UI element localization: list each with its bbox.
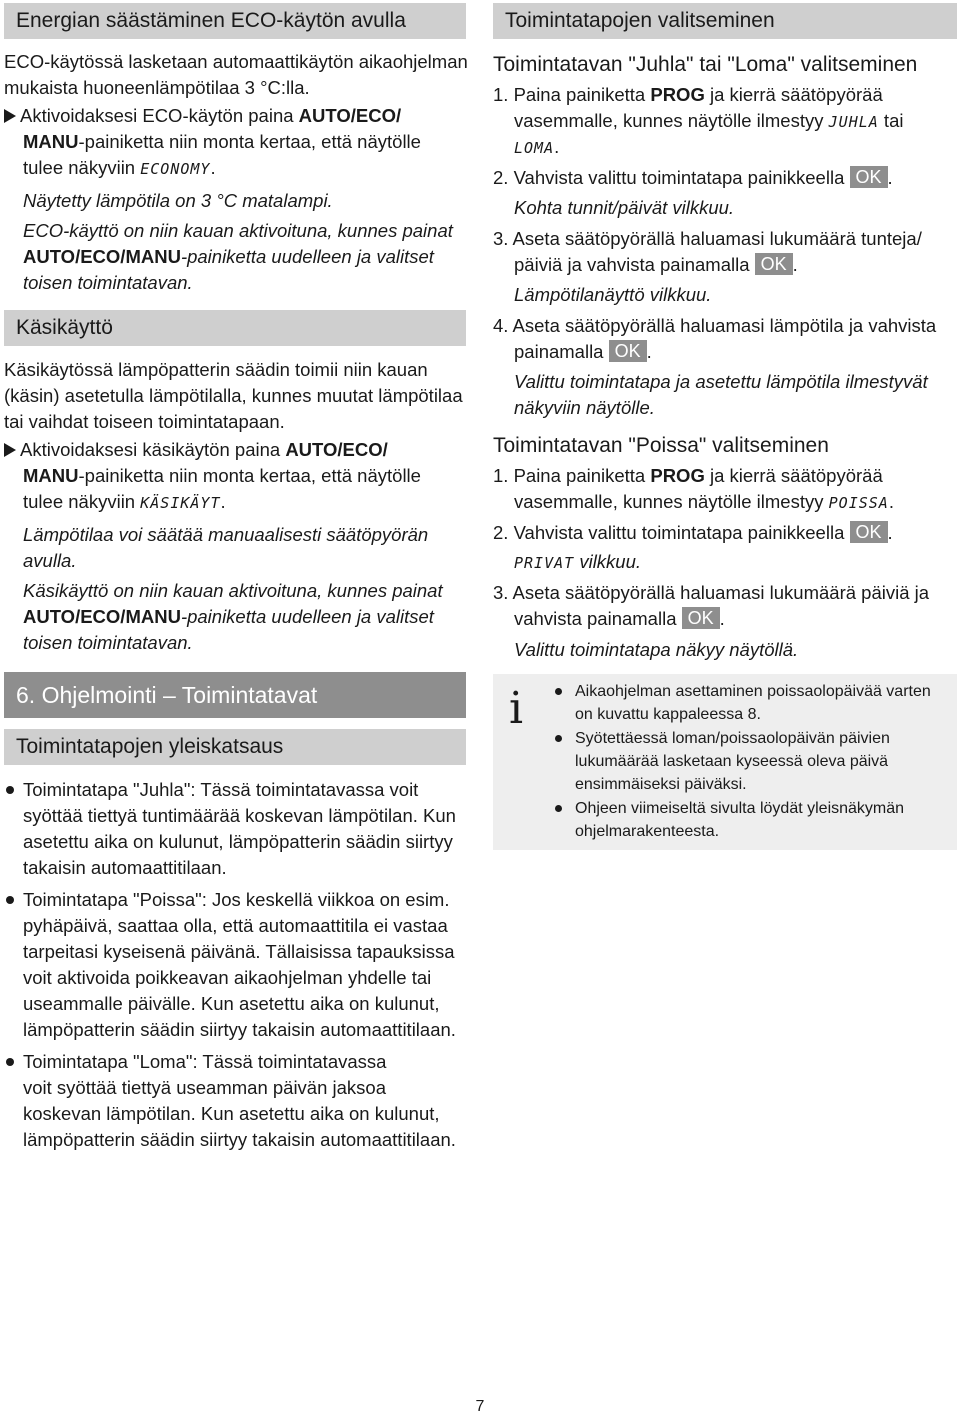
manual-note1-line1: Lämpötilaa voi säätää manuaalisesti säätöpyörän — [23, 524, 429, 545]
eco-intro-line1: ECO-käytössä lasketaan automaattikäytön aikaohjelman — [4, 51, 468, 72]
eco-note2-line3: toisen toimintatavan. — [23, 272, 193, 293]
eco-step-line1: Aktivoidaksesi ECO-käytön paina AUTO/ECO/ — [4, 103, 401, 129]
juhla-step1-line3: LOMA. — [514, 136, 560, 157]
ok-button-icon: OK — [850, 521, 888, 543]
bullet-icon — [555, 735, 562, 742]
poissa-step2-note: PRIVAT vilkkuu. — [514, 551, 642, 572]
info-item1-line2: on kuvattu kappaleessa 8. — [575, 706, 761, 723]
lcd-economy: ECONOMY — [140, 160, 211, 178]
manual-note1-line2: avulla. — [23, 550, 77, 571]
info-item2-line2: lukumäärää lasketaan kyseessä oleva päivä — [575, 753, 889, 770]
poissa-step1-line2: vasemmalle, kunnes näytölle ilmestyy POISSA. — [514, 491, 894, 512]
bullet-icon — [555, 805, 562, 812]
eco-note2-line2: AUTO/ECO/MANU-painiketta uudelleen ja valitset — [23, 246, 434, 267]
ok-button-icon: OK — [850, 166, 888, 188]
ok-button-icon: OK — [609, 340, 647, 362]
eco-step-line2: MANU-painiketta niin monta kertaa, että näytölle — [23, 131, 421, 152]
poissa-step1-line1: 1. Paina painiketta PROG ja kierrä säätöpyörää — [493, 465, 883, 486]
arrow-right-icon — [4, 109, 16, 123]
lcd-juhla: JUHLA — [828, 113, 879, 131]
juhla-step3-line2: päiviä ja vahvista painamalla OK . — [514, 254, 798, 275]
page-number: 7 — [475, 1398, 485, 1414]
manual-note2-line2: AUTO/ECO/MANU-painiketta uudelleen ja valitset — [23, 606, 434, 627]
eco-step-line3: tulee näkyviin ECONOMY. — [23, 157, 216, 178]
manual-note2-line1: Käsikäyttö on niin kauan aktivoituna, kunnes painat — [23, 580, 443, 601]
eco-intro-line2: mukaista huoneenlämpötilaa 3 °C:lla. — [4, 77, 310, 98]
poissa-step3-line2: vahvista painamalla OK . — [514, 608, 725, 629]
juhla-step3-line1: 3. Aseta säätöpyörällä haluamasi lukumäärä tunteja/ — [493, 228, 922, 249]
overview-item3-line3: koskevan lämpötilan. Kun asetettu aika on kulunut, — [23, 1103, 440, 1124]
manual-body-line1: Käsikäytössä lämpöpatterin säädin toimii niin kauan — [4, 359, 428, 380]
overview-heading: Toimintatapojen yleiskatsaus — [4, 729, 466, 765]
lcd-poissa: POISSA — [828, 494, 889, 512]
bullet-icon — [6, 1058, 14, 1066]
info-item3-line2: ohjelmarakenteesta. — [575, 823, 720, 840]
overview-item3-line2: voit syöttää tiettyä useamman päivän jaksoa — [23, 1077, 386, 1098]
juhla-step4-line2: painamalla OK . — [514, 341, 652, 362]
manual-note2-line3: toisen toimintatavan. — [23, 632, 193, 653]
info-icon: i — [509, 683, 524, 734]
overview-item2-line6: lämpöpatterin säädin siirtyy takaisin automaattitilaan. — [23, 1019, 456, 1040]
juhla-step1-line2: vasemmalle, kunnes näytölle ilmestyy JUHLA tai — [514, 110, 904, 131]
info-item2-line3: ensimmäiseksi päiväksi. — [575, 776, 747, 793]
manual-step-line2: MANU-painiketta niin monta kertaa, että näytölle — [23, 465, 421, 486]
poissa-step3-note: Valittu toimintatapa näkyy näytöllä. — [514, 639, 799, 660]
bullet-icon — [6, 786, 14, 794]
juhla-step2-note: Kohta tunnit/päivät vilkkuu. — [514, 197, 735, 218]
lcd-kasikayt: KÄSIKÄYT — [140, 494, 221, 512]
overview-item1-line1: Toimintatapa "Juhla": Tässä toimintatavassa voit — [23, 779, 419, 800]
manual-heading: Käsikäyttö — [4, 310, 466, 346]
info-box — [493, 674, 957, 850]
overview-item2-line2: pyhäpäivä, saattaa olla, että automaattitila ei vastaa — [23, 915, 448, 936]
poissa-heading: Toimintatavan "Poissa" valitseminen — [493, 434, 829, 457]
section-heading: 6. Ohjelmointi – Toimintatavat — [4, 672, 466, 718]
overview-item1-line4: takaisin automaattitilaan. — [23, 857, 227, 878]
arrow-right-icon — [4, 443, 16, 457]
right-heading: Toimintatapojen valitseminen — [493, 3, 957, 39]
overview-item3-line1: Toimintatapa "Loma": Tässä toimintatavassa — [23, 1051, 387, 1072]
overview-item2-line4: voit aktivoida poikkeavan aikaohjelman yhdelle tai — [23, 967, 432, 988]
eco-note2-line1: ECO-käyttö on niin kauan aktivoituna, kunnes painat — [23, 220, 453, 241]
poissa-step3-line1: 3. Aseta säätöpyörällä haluamasi lukumäärä päiviä ja — [493, 582, 930, 603]
juhla-heading: Toimintatavan "Juhla" tai "Loma" valitseminen — [493, 53, 918, 76]
manual-body-line2: (käsin) asetetulla lämpötilalla, kunnes muutat lämpötilaa — [4, 385, 463, 406]
juhla-step1-line1: 1. Paina painiketta PROG ja kierrä säätöpyörää — [493, 84, 883, 105]
info-item1-line1: Aikaohjelman asettaminen poissaolopäivää varten — [575, 683, 931, 700]
juhla-step4-note-line1: Valittu toimintatapa ja asetettu lämpötila ilmestyvät — [514, 371, 928, 392]
bullet-icon — [555, 688, 562, 695]
juhla-step3-note: Lämpötilanäyttö vilkkuu. — [514, 284, 712, 305]
ok-button-icon: OK — [755, 253, 793, 275]
manual-step-line1: Aktivoidaksesi käsikäytön paina AUTO/ECO/ — [4, 437, 388, 463]
overview-item1-line3: asetettu aika on kulunut, lämpöpatterin säädin siirtyy — [23, 831, 453, 852]
juhla-step4-note-line2: näkyviin näytölle. — [514, 397, 655, 418]
overview-item2-line1: Toimintatapa "Poissa": Jos keskellä viikkoa on esim. — [23, 889, 450, 910]
overview-item1-line2: syöttää tiettyä tuntimäärää koskevan lämpötilan. Kun — [23, 805, 456, 826]
eco-note1: Näytetty lämpötila on 3 °C matalampi. — [23, 190, 333, 211]
lcd-loma: LOMA — [514, 139, 555, 157]
manual-body-line3: tai vaihdat toiseen toimintatapaan. — [4, 411, 285, 432]
poissa-step2: 2. Vahvista valittu toimintatapa painikkeella OK . — [493, 522, 893, 543]
info-item3-line1: Ohjeen viimeiseltä sivulta löydät yleisnäkymän — [575, 800, 905, 817]
manual-step-line3: tulee näkyviin KÄSIKÄYT. — [23, 491, 226, 512]
juhla-step4-line1: 4. Aseta säätöpyörällä haluamasi lämpötila ja vahvista — [493, 315, 937, 336]
eco-heading: Energian säästäminen ECO-käytön avulla — [4, 3, 466, 39]
lcd-privat: PRIVAT — [514, 554, 575, 572]
ok-button-icon: OK — [682, 607, 720, 629]
overview-item2-line5: useammalle päivälle. Kun asetettu aika on kulunut, — [23, 993, 440, 1014]
juhla-step2: 2. Vahvista valittu toimintatapa painikkeella OK . — [493, 167, 893, 188]
overview-item3-line4: lämpöpatterin säädin siirtyy takaisin automaattitilaan. — [23, 1129, 456, 1150]
bullet-icon — [6, 896, 14, 904]
info-item2-line1: Syötettäessä loman/poissaolopäivän päivien — [575, 730, 890, 747]
overview-item2-line3: tarpeitasi kyseisenä päivänä. Tällaisissa tapauksissa — [23, 941, 455, 962]
